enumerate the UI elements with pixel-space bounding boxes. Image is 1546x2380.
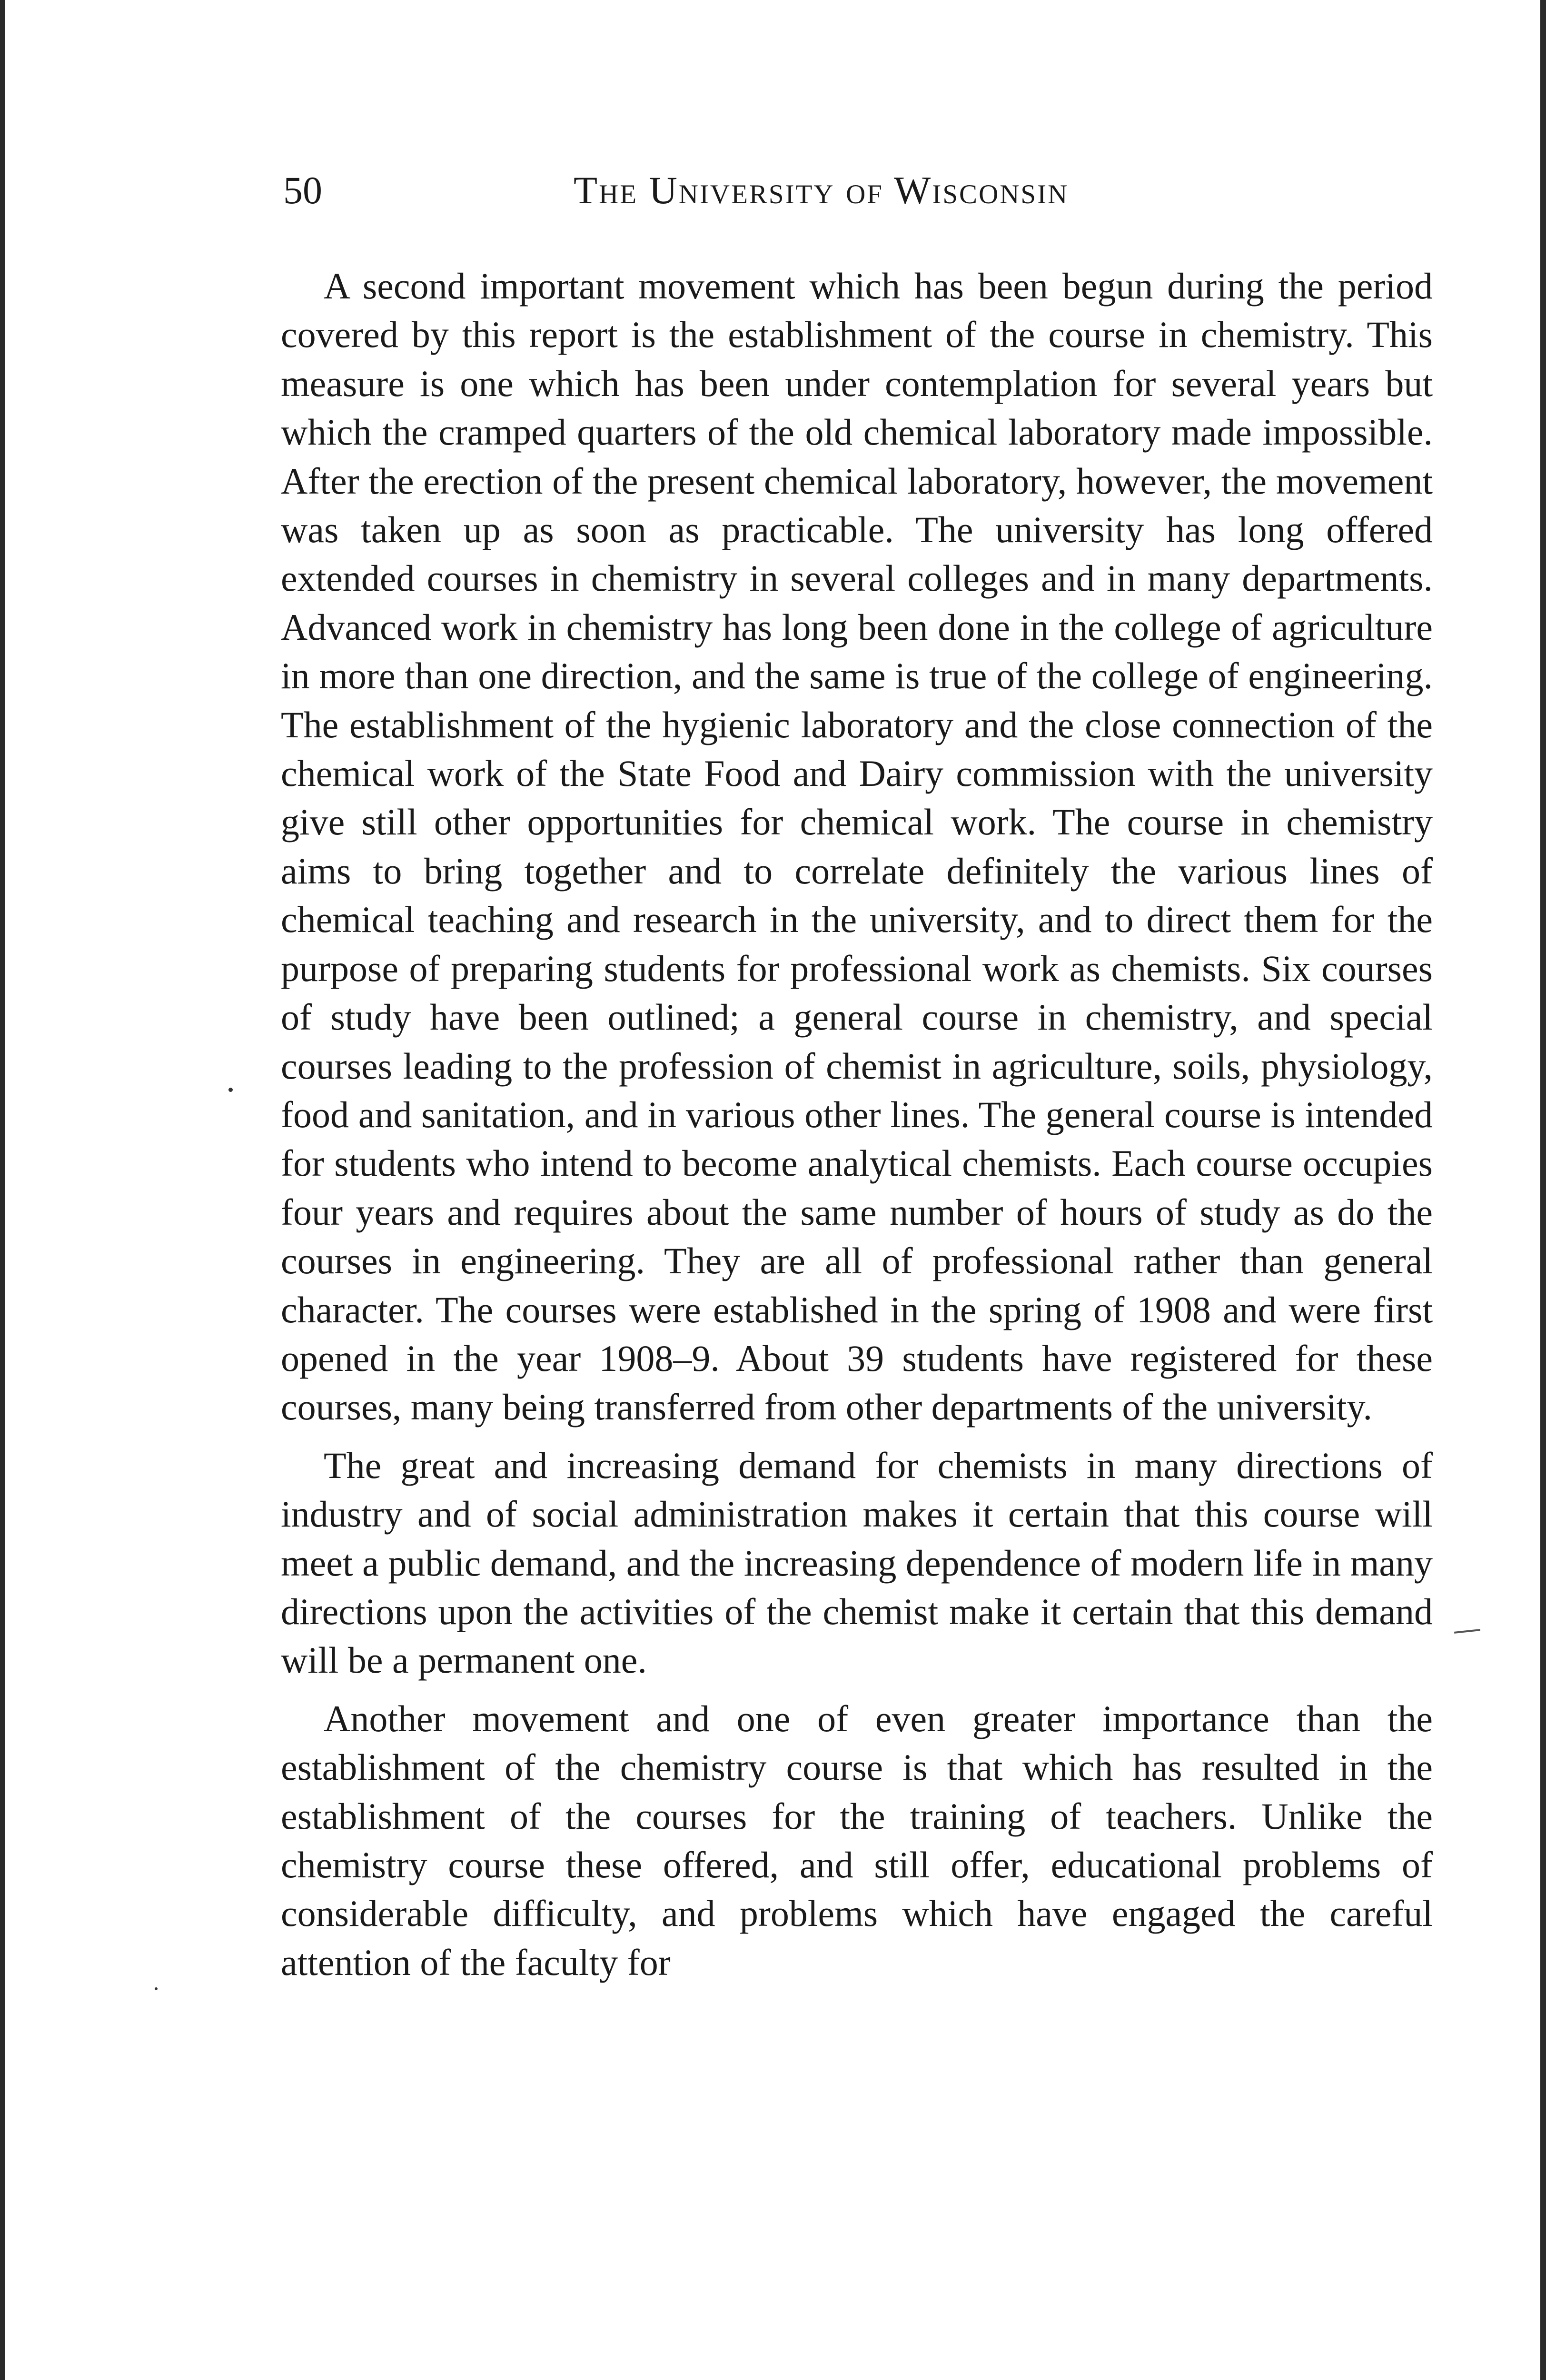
scan-edge-left [0, 0, 5, 2380]
page-header [283, 164, 1426, 217]
page-number: 50 [283, 169, 322, 212]
paragraph-chemistry-course: A second important movement which has been begun during the period covered by this report is the establishment of the course in chemistry. This measure is one which has been under contemplation for several years but which the cramped quarters of the old chemical laboratory made impossible. After the erection of the present chemical laboratory, however, the movement was taken up as soon as practicable. The university has long offered extended courses in chemistry in several colleges and in many departments. Advanced work in chemistry has long been done in the college of agriculture in more than one direction, and the same is true of the college of engineering. The establishment of the hygienic laboratory and the close connection of the chemical work of the State Food and Dairy commission with the university give still other opportunities for chemical work. The course in chemistry aims to bring together and to correlate definitely the various lines of chemical teaching and research in the university, and to direct them for the purpose of preparing students for professional work as chemists. Six courses of study have been outlined; a general course in chemistry, and special courses leading to the profession of chemist in agriculture, soils, physiology, food and sanitation, and in various other lines. The general course is intended for students who intend to become analytical chemists. Each course occupies four years and requires about the same number of hours of study as do the courses in engineering. They are all of professional rather than general character. The courses were established in the spring of 1908 and were first opened in the year 1908–9. About 39 students have registered for these courses, many being transferred from other departments of the university. [281, 265, 1433, 1428]
scan-edge-right [1540, 0, 1546, 2380]
paragraph-teacher-training: Another movement and one of even greater importance than the establishment of the chemistry course is that which has resulted in the establishment of the courses for the training of teachers. Unlike the chemistry course these offered, and still offer, educational problems of considerable difficulty, and problems which have engaged the careful attention of the faculty for [281, 1697, 1433, 1983]
margin-mark [1454, 1629, 1480, 1634]
paragraph-chemist-demand: The great and increasing demand for chemists in many directions of industry and of social administration makes it certain that this course will meet a public demand, and the increasing dependence of modern life in many directions upon the activities of the chemist make it certain that this demand will be a permanent one. [281, 1444, 1433, 1681]
body-text [281, 262, 1433, 1987]
running-title: The University of Wisconsin [574, 169, 1069, 212]
scan-speck [155, 1987, 158, 1990]
scan-speck [228, 1088, 233, 1092]
